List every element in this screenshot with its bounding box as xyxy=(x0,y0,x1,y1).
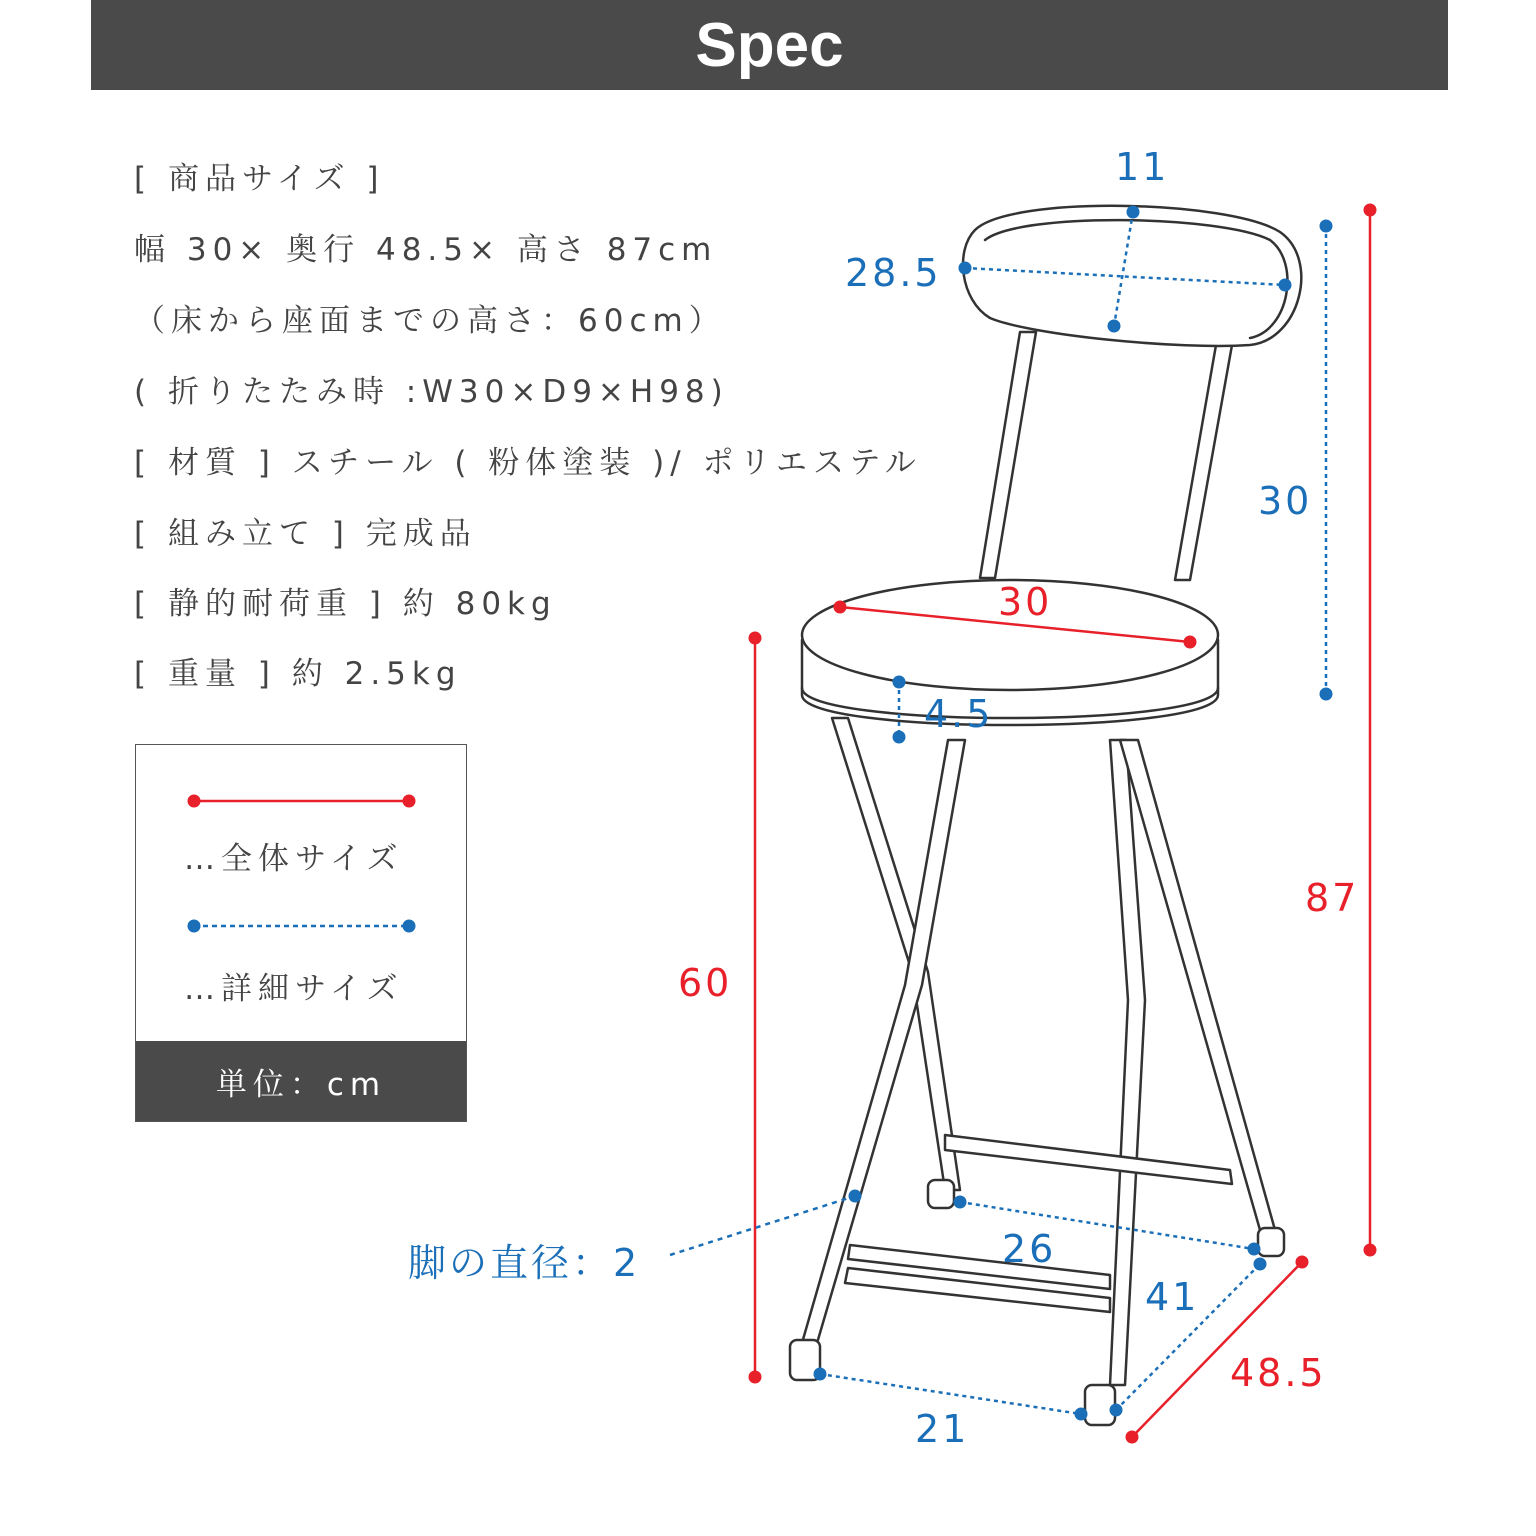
spec-line-dimensions: 幅 30× 奥行 48.5× 高さ 87cm xyxy=(134,232,718,268)
dim-back-leg-spread xyxy=(954,1196,1261,1272)
dim-seat-height xyxy=(678,632,762,1384)
front-leg-spread-label: 21 xyxy=(915,1407,970,1451)
rear-crossbar xyxy=(945,1135,1232,1184)
seat-height-label: 60 xyxy=(678,961,733,1005)
spec-line-folded: ( 折りたたみ時 :W30×D9×H98) xyxy=(134,374,729,410)
spec-line-weight: [ 重量 ] 約 2.5kg xyxy=(134,656,462,692)
back-right-upright xyxy=(1175,345,1232,580)
foot-cap-rear-right xyxy=(1258,1228,1284,1256)
backrest-width-label: 28.5 xyxy=(845,251,942,295)
spec-line-size-heading: [ 商品サイズ ] xyxy=(134,161,385,197)
seat-thickness-label: 4.5 xyxy=(924,692,994,736)
dim-leg-diameter xyxy=(408,1190,862,1286)
spec-line-load: [ 静的耐荷重 ] 約 80kg xyxy=(134,586,557,622)
backrest-cushion xyxy=(963,206,1301,346)
legend-overall-label: …全体サイズ xyxy=(184,841,404,877)
spec-line-material: [ 材質 ] スチール ( 粉体塗装 )/ ポリエステル xyxy=(134,445,922,481)
back-height-label: 30 xyxy=(1258,479,1313,523)
back-leg-spread-label: 26 xyxy=(1002,1227,1057,1271)
foot-cap-front-right xyxy=(1085,1385,1115,1425)
total-depth-label: 48.5 xyxy=(1230,1351,1327,1395)
legend-unit: 単位：cm xyxy=(136,1041,466,1121)
header-title: Spec xyxy=(695,10,844,80)
foot-cap-rear-left xyxy=(928,1180,954,1208)
back-left-upright xyxy=(980,332,1036,578)
backrest-height-label: 11 xyxy=(1115,145,1170,189)
spec-line-seat-height: （床から座面までの高さ：60cm） xyxy=(134,303,726,339)
legend-detail-label: …詳細サイズ xyxy=(184,971,404,1007)
dim-front-leg-spread xyxy=(814,1368,1088,1452)
seat-width-label: 30 xyxy=(998,580,1053,624)
leg-diameter-label: 脚の直径：2 xyxy=(408,1241,641,1285)
total-height-label: 87 xyxy=(1305,876,1360,920)
spec-line-assembly: [ 組み立て ] 完成品 xyxy=(134,516,477,552)
side-depth-label: 41 xyxy=(1145,1275,1200,1319)
front-right-leg-upper xyxy=(1110,740,1145,1385)
dim-total-height xyxy=(1305,204,1377,1257)
